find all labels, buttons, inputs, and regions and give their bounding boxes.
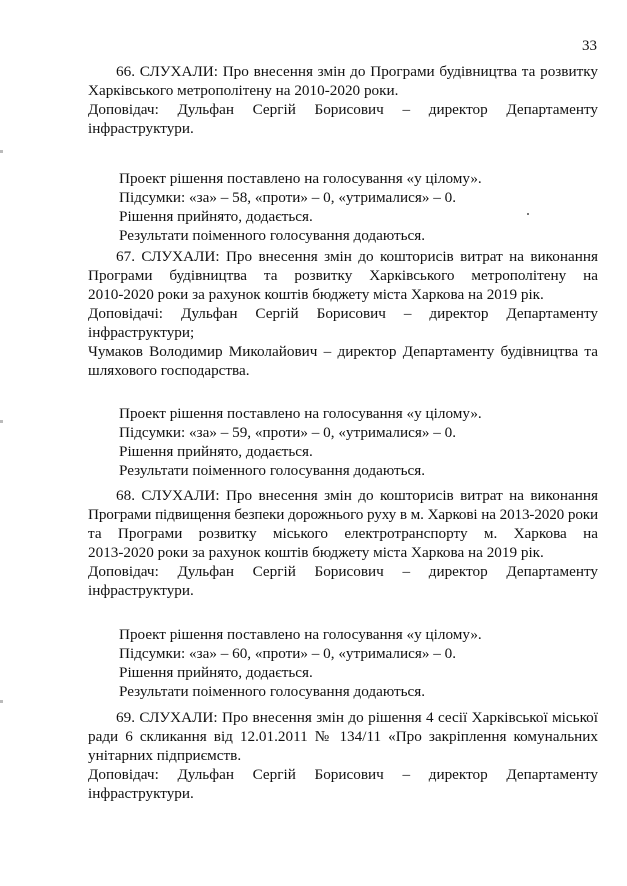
speaker-line: шляхового господарства. xyxy=(88,362,250,379)
item-heading-line: 2010-2020 роки за рахунок коштів бюджету міста Харкова на 2019 рік. xyxy=(88,286,544,303)
speaker-line: інфраструктури; xyxy=(88,324,195,341)
result-line: Проект рішення поставлено на голосування «у цілому». xyxy=(119,170,482,187)
item-heading-line: ради 6 скликання від 12.01.2011 № 134/11 «Про закріплення комунальних xyxy=(88,728,598,745)
result-line: Результати поіменного голосування додаються. xyxy=(119,462,426,479)
item-heading-line: 66. СЛУХАЛИ: Про внесення змін до Програми будівництва та розвитку xyxy=(116,63,598,80)
result-line: Підсумки: «за» – 58, «проти» – 0, «утрималися» – 0. xyxy=(119,189,457,206)
speaker-line: інфраструктури. xyxy=(88,120,194,137)
item-heading-line: та Програми розвитку міського електротранспорту м. Харкова на xyxy=(88,525,598,542)
speaker-line: Доповідач: Дульфан Сергій Борисович – директор Департаменту xyxy=(88,563,598,580)
speaker-line: Доповідачі: Дульфан Сергій Борисович – директор Департаменту xyxy=(88,305,598,322)
voting-results xyxy=(88,404,598,480)
speaker-line: інфраструктури. xyxy=(88,582,194,599)
item-heading-line: 69. СЛУХАЛИ: Про внесення змін до рішення 4 сесії Харківської міської xyxy=(116,709,598,726)
scan-speck xyxy=(527,213,529,215)
result-line: Підсумки: «за» – 60, «проти» – 0, «утрималися» – 0. xyxy=(119,645,457,662)
agenda-item-69 xyxy=(88,708,598,803)
item-heading-line: Програми підвищення безпеки дорожнього руху в м. Харкові на 2013-2020 роки xyxy=(88,506,598,523)
speaker-line: Доповідач: Дульфан Сергій Борисович – директор Департаменту xyxy=(88,766,598,783)
voting-results xyxy=(88,169,598,245)
result-line: Рішення прийнято, додається. xyxy=(119,664,313,681)
result-line: Підсумки: «за» – 59, «проти» – 0, «утрималися» – 0. xyxy=(119,424,457,441)
result-line: Проект рішення поставлено на голосування «у цілому». xyxy=(119,405,482,422)
item-heading-line: 2013-2020 роки за рахунок коштів бюджету міста Харкова на 2019 рік. xyxy=(88,544,544,561)
voting-results xyxy=(88,625,598,701)
item-heading-line: 67. СЛУХАЛИ: Про внесення змін до кошторисів витрат на виконання xyxy=(116,248,598,265)
speaker-line: Доповідач: Дульфан Сергій Борисович – директор Департаменту xyxy=(88,101,598,118)
speaker-line: інфраструктури. xyxy=(88,785,194,802)
item-heading-line: Харківського метрополітену на 2010-2020 роки. xyxy=(88,82,399,99)
result-line: Результати поіменного голосування додаються. xyxy=(119,227,426,244)
result-line: Рішення прийнято, додається. xyxy=(119,443,313,460)
margin-scan-mark xyxy=(0,420,3,423)
agenda-item-67 xyxy=(88,247,598,480)
result-line: Проект рішення поставлено на голосування «у цілому». xyxy=(119,626,482,643)
item-heading-line: 68. СЛУХАЛИ: Про внесення змін до кошторисів витрат на виконання xyxy=(116,487,598,504)
page-number: 33 xyxy=(582,38,597,54)
result-line: Результати поіменного голосування додаються. xyxy=(119,683,426,700)
margin-scan-mark xyxy=(0,150,3,153)
agenda-item-66 xyxy=(88,62,598,245)
speaker-line: Чумаков Володимир Миколайович – директор Департаменту будівництва та xyxy=(88,343,598,360)
margin-scan-mark xyxy=(0,700,3,703)
result-line: Рішення прийнято, додається. xyxy=(119,208,313,225)
item-heading-line: унітарних підприємств. xyxy=(88,747,242,764)
agenda-item-68 xyxy=(88,486,598,701)
item-heading-line: Програми будівництва та розвитку Харківського метрополітену на xyxy=(88,267,598,284)
